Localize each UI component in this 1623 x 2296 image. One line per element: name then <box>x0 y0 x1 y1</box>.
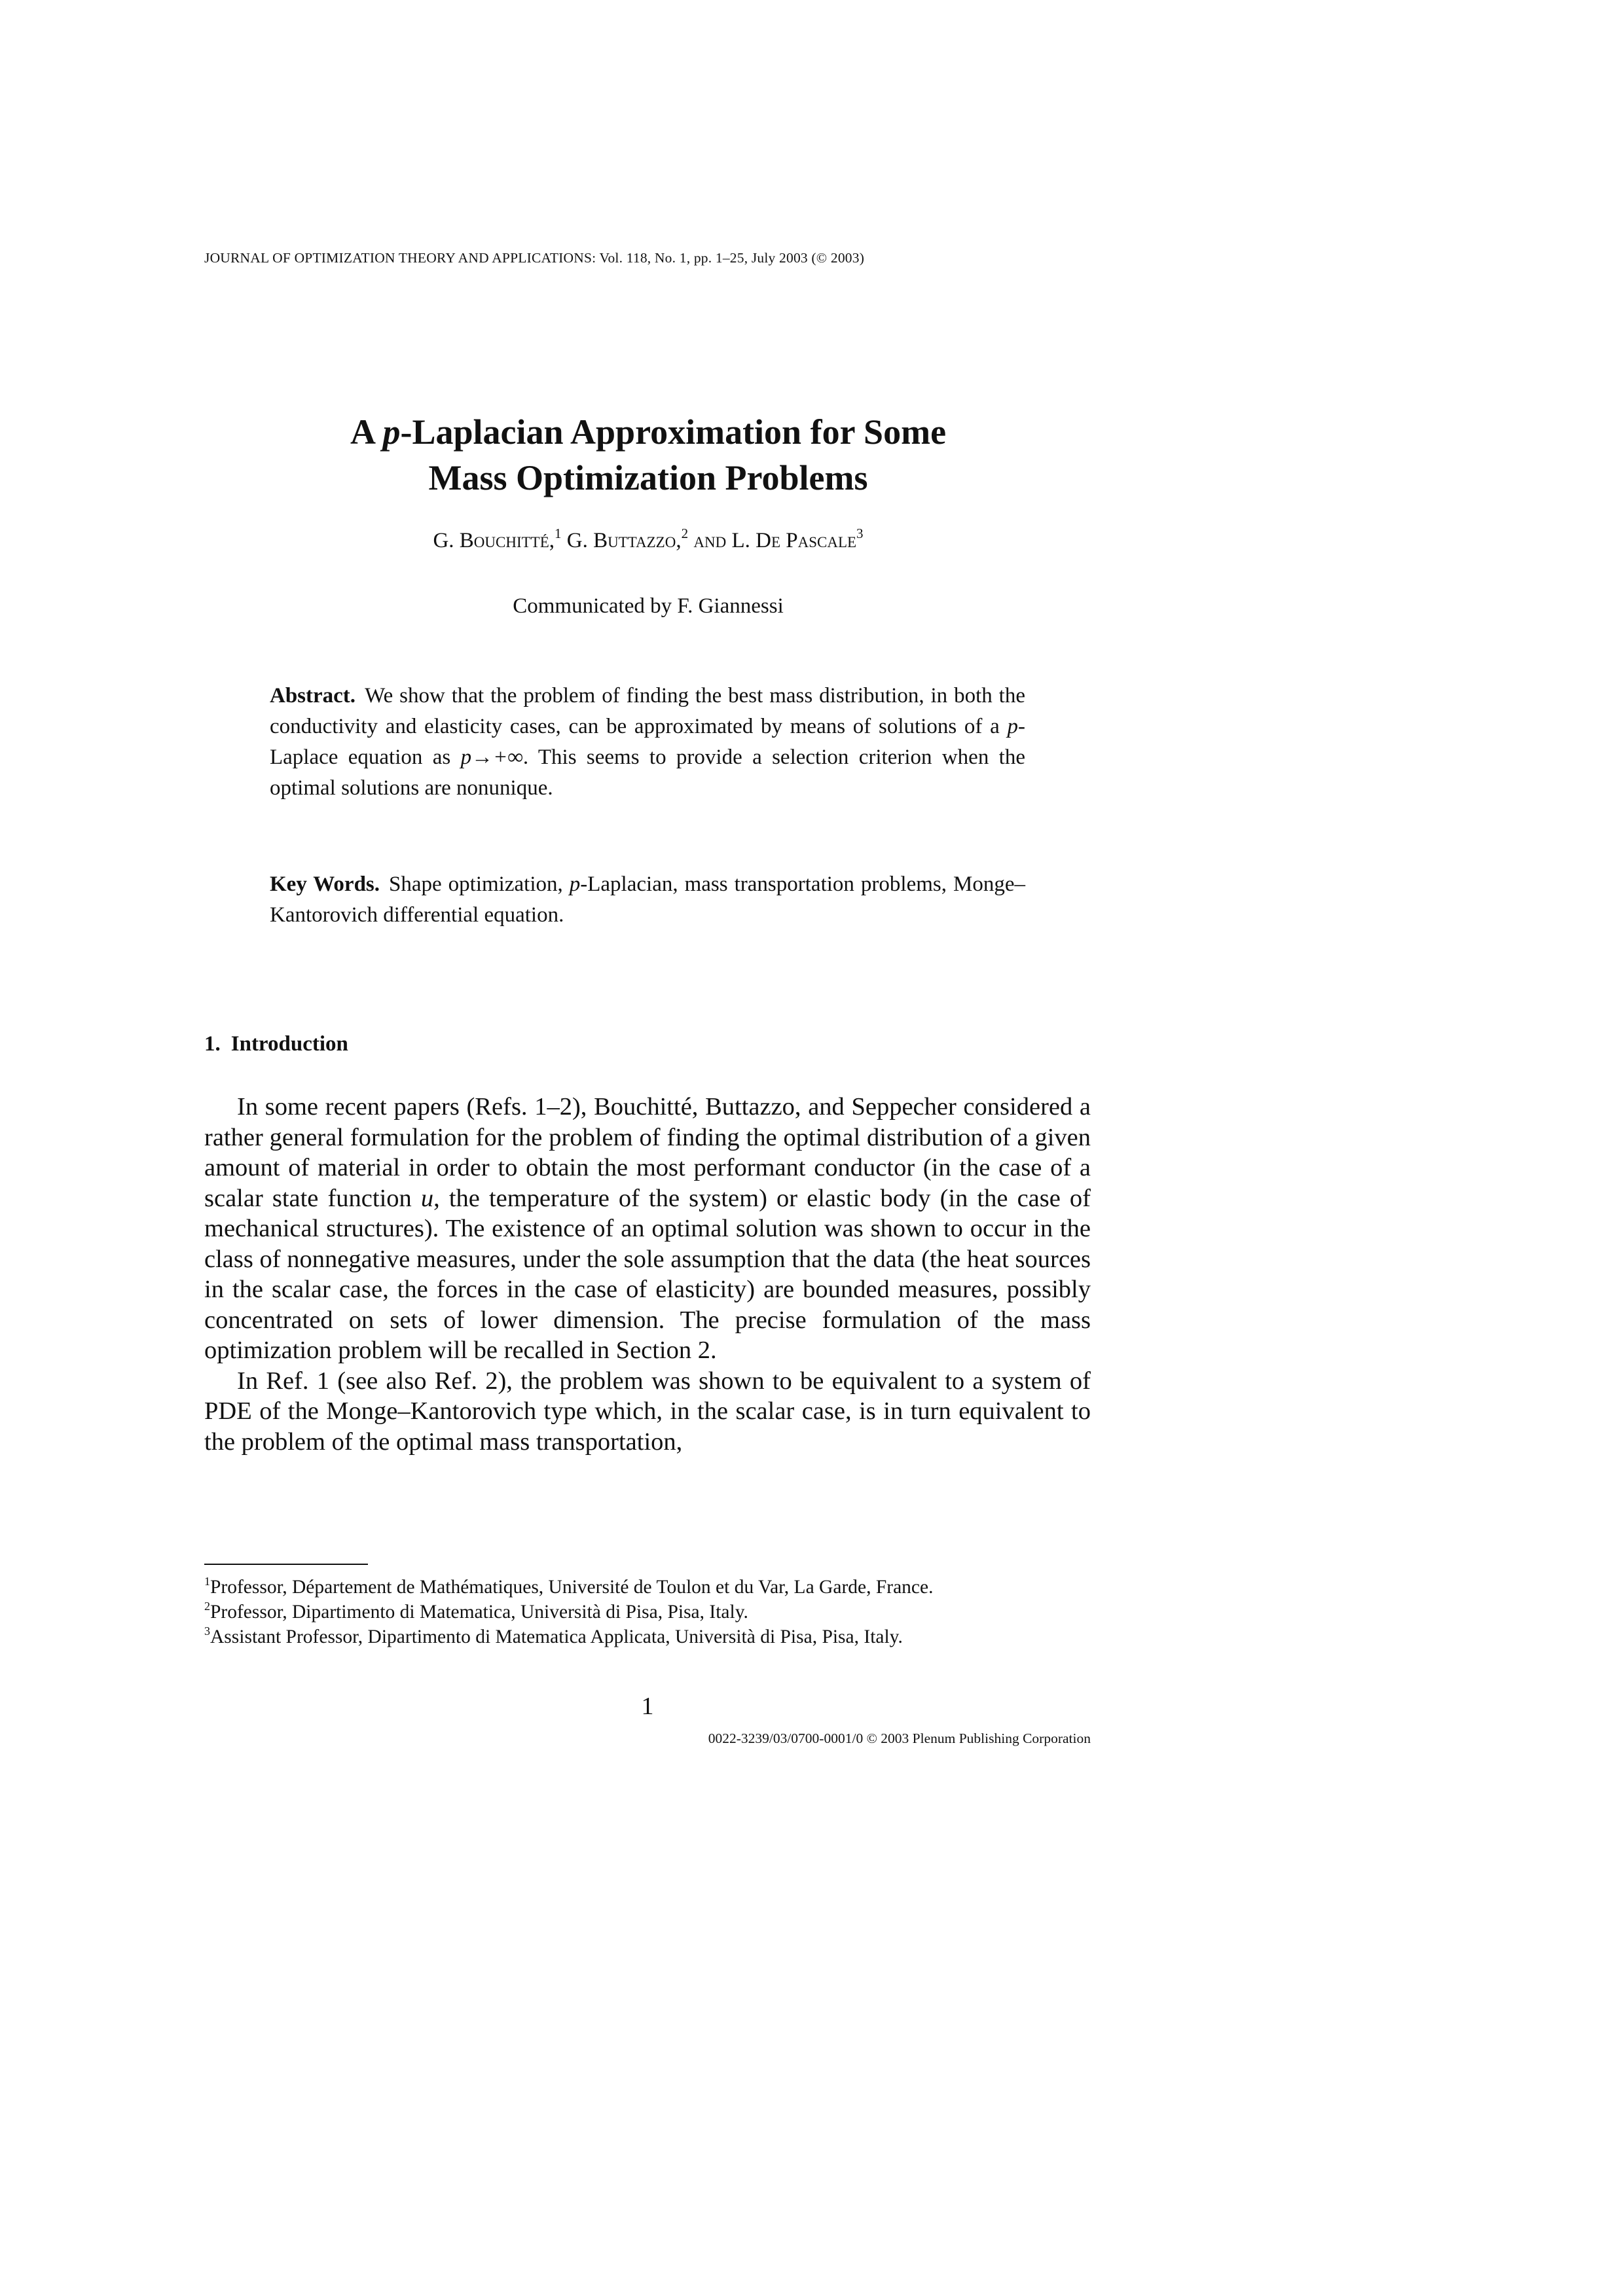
title-lead: A <box>350 412 383 452</box>
footnote-2-mark: 2 <box>204 1600 210 1613</box>
abstract-limit-expression: p→+∞ <box>460 745 523 769</box>
keywords-variable-p: p <box>569 872 581 896</box>
footnote-divider <box>204 1564 368 1565</box>
journal-header: JOURNAL OF OPTIMIZATION THEORY AND APPLICATIONS: Vol. 118, No. 1, pp. 1–25, July 2003 (© 2003) <box>204 250 865 266</box>
author-3-initial: L. <box>731 529 756 552</box>
communicated-by: Communicated by F. Giannessi <box>513 594 784 618</box>
abstract <box>270 681 1025 804</box>
footnote-1 <box>204 1575 1091 1600</box>
title-line1-rest: -Laplacian Approximation for Some <box>400 412 947 452</box>
author-3-surname: De Pascale <box>756 529 857 552</box>
author-1-footnote-mark: 1 <box>555 526 562 541</box>
title-line2: Mass Optimization Problems <box>428 458 868 497</box>
abstract-variable-p: p <box>1007 715 1018 738</box>
footnote-2-text: Professor, Dipartimento di Matematica, Università di Pisa, Pisa, Italy. <box>210 1602 748 1623</box>
abstract-text-3: . This seems to provide a selection criterion when the optimal solutions are nonunique. <box>270 745 1025 800</box>
footnotes <box>204 1575 1091 1649</box>
body-text <box>204 1092 1091 1457</box>
paragraph-1-text-1: In some recent papers (Refs. 1–2), Bouchitté, Buttazzo, and Seppecher considered a rather general formulation for the problem of finding the optimal distribution of a given amount of material in order to obtain the most performant conductor (in the case of a scalar state function <box>204 1093 1091 1212</box>
paragraph-1 <box>204 1092 1091 1366</box>
author-2-initial: G. <box>561 529 594 552</box>
section-heading <box>204 1032 348 1056</box>
keywords-text-1: Shape optimization, <box>389 872 570 896</box>
footnote-1-text: Professor, Département de Mathématiques, Université de Toulon et du Var, La Garde, France. <box>210 1577 934 1598</box>
author-1-surname: Bouchitté, <box>459 529 555 552</box>
page-number: 1 <box>641 1693 654 1720</box>
section-number: 1. <box>204 1032 221 1056</box>
footnote-2 <box>204 1600 1091 1624</box>
footnote-3-text: Assistant Professor, Dipartimento di Matematica Applicata, Università di Pisa, Pisa, Italy. <box>210 1626 903 1647</box>
paper-title <box>196 409 1100 501</box>
paragraph-1-text-2: , the temperature of the system) or elastic body (in the case of mechanical structures). The existence of an optimal solution was shown to occur in the class of nonnegative measures, under the sole assumption that the data (the heat sources in the scalar case, the forces in the case of elasticity) are bounded measures, possibly concentrated on sets of lower dimension. The precise formulation of the mass optimization problem will be recalled in Section 2. <box>204 1184 1091 1364</box>
key-words <box>270 869 1025 931</box>
abstract-text-1: We show that the problem of finding the best mass distribution, in both the conductivity and elasticity cases, can be approximated by means of solutions of a <box>270 684 1025 738</box>
author-2-footnote-mark: 2 <box>681 526 689 541</box>
copyright-line: 0022-3239/03/0700-0001/0 © 2003 Plenum Publishing Corporation <box>708 1731 1091 1746</box>
section-title: Introduction <box>230 1032 348 1056</box>
author-1-initial: G. <box>433 529 460 552</box>
keywords-label: Key Words. <box>270 872 380 896</box>
paragraph-2: In Ref. 1 (see also Ref. 2), the problem was shown to be equivalent to a system of PDE of the Monge–Kantorovich type which, in the scalar case, is in turn equivalent to the problem of the optimal mass transportation, <box>204 1367 1091 1456</box>
abstract-label: Abstract. <box>270 684 356 708</box>
abstract-text-2: -Laplace equation as <box>270 715 1025 769</box>
footnote-1-mark: 1 <box>204 1575 210 1588</box>
author-list <box>196 526 1100 553</box>
keywords-text-2: -Laplacian, mass transportation problems, Monge–Kantorovich differential equation. <box>270 872 1026 927</box>
title-variable-p: p <box>382 412 401 452</box>
footnote-3-mark: 3 <box>204 1624 210 1638</box>
variable-u: u <box>420 1184 434 1212</box>
author-2-surname: Buttazzo, <box>593 529 682 552</box>
footnote-3 <box>204 1624 1091 1649</box>
author-conjunction: and <box>688 529 732 552</box>
author-3-footnote-mark: 3 <box>856 526 864 541</box>
